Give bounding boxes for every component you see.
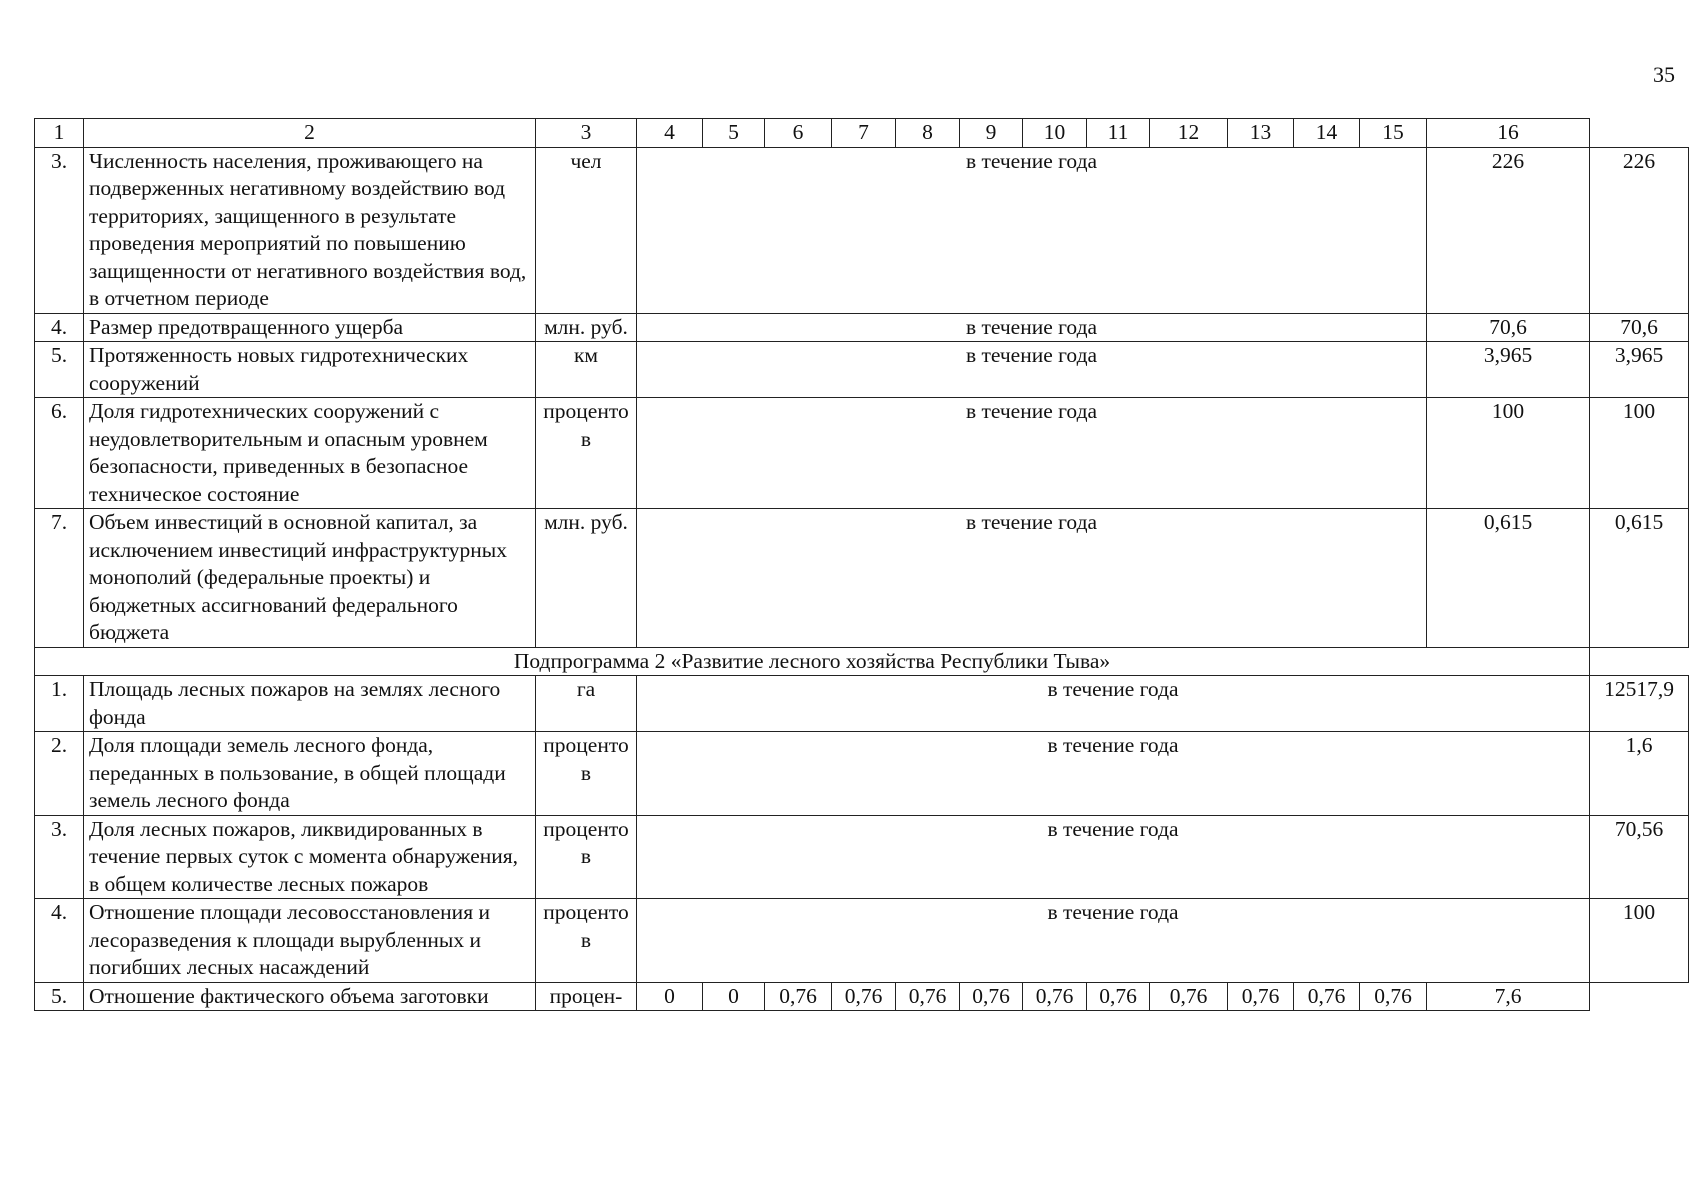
table-row <box>35 509 1689 648</box>
indicator-name: Протяженность новых гидротехнических сооружений <box>84 342 536 398</box>
header-cell: 14 <box>1294 119 1360 148</box>
row-number: 1. <box>35 676 84 732</box>
unit-cell: км <box>536 342 637 398</box>
header-cell: 13 <box>1228 119 1294 148</box>
row-number: 6. <box>35 398 84 509</box>
unit-cell: процентов <box>536 899 637 983</box>
table-row <box>35 676 1689 732</box>
table-row <box>35 732 1689 816</box>
value-col16: 3,965 <box>1590 342 1689 398</box>
indicator-name: Доля гидротехнических сооружений с неудовлетворительным и опасным уровнем безопасности, приведенных в безопасное техническое состояние <box>84 398 536 509</box>
table-row <box>35 899 1689 983</box>
row-number: 4. <box>35 899 84 983</box>
value-col16: 1,6 <box>1590 732 1689 816</box>
value-cell: 0,76 <box>1150 982 1228 1011</box>
unit-cell: чел <box>536 147 637 313</box>
header-cell: 16 <box>1427 119 1590 148</box>
table-row <box>35 398 1689 509</box>
table-row <box>35 982 1689 1011</box>
row-number: 5. <box>35 982 84 1011</box>
value-cell: 0 <box>703 982 765 1011</box>
indicator-name: Площадь лесных пожаров на землях лесного фонда <box>84 676 536 732</box>
value-col15: 100 <box>1427 398 1590 509</box>
header-cell: 4 <box>637 119 703 148</box>
section-title-row <box>35 647 1689 676</box>
unit-cell: млн. руб. <box>536 313 637 342</box>
row-number: 3. <box>35 815 84 899</box>
value-col16: 70,6 <box>1590 313 1689 342</box>
value-cell: 0 <box>637 982 703 1011</box>
period-cell: в течение года <box>637 815 1590 899</box>
unit-cell: процентов <box>536 815 637 899</box>
page-number: 35 <box>1653 62 1675 87</box>
value-col16: 12517,9 <box>1590 676 1689 732</box>
value-cell: 0,76 <box>1228 982 1294 1011</box>
header-cell: 9 <box>960 119 1023 148</box>
value-col16: 226 <box>1590 147 1689 313</box>
value-col16: 7,6 <box>1427 982 1590 1011</box>
indicators-table <box>34 118 1689 1011</box>
value-cell: 0,76 <box>1360 982 1427 1011</box>
indicator-name: Доля лесных пожаров, ликвидированных в течение первых суток с момента обнаружения, в общем количестве лесных пожаров <box>84 815 536 899</box>
value-col15: 0,615 <box>1427 509 1590 648</box>
table-row <box>35 313 1689 342</box>
period-cell: в течение года <box>637 398 1427 509</box>
value-col16: 100 <box>1590 398 1689 509</box>
header-cell: 5 <box>703 119 765 148</box>
header-cell: 12 <box>1150 119 1228 148</box>
period-cell: в течение года <box>637 676 1590 732</box>
period-cell: в течение года <box>637 313 1427 342</box>
unit-cell: процентов <box>536 398 637 509</box>
header-cell: 2 <box>84 119 536 148</box>
value-col16: 70,56 <box>1590 815 1689 899</box>
value-col16: 0,615 <box>1590 509 1689 648</box>
indicator-name: Доля площади земель лесного фонда, переданных в пользование, в общей площади земель лесного фонда <box>84 732 536 816</box>
header-cell: 1 <box>35 119 84 148</box>
table-row <box>35 147 1689 313</box>
header-cell: 11 <box>1087 119 1150 148</box>
header-cell: 6 <box>765 119 832 148</box>
column-number-header <box>35 119 1689 148</box>
value-cell: 0,76 <box>765 982 832 1011</box>
header-cell: 15 <box>1360 119 1427 148</box>
value-col15: 226 <box>1427 147 1590 313</box>
period-cell: в течение года <box>637 342 1427 398</box>
indicator-name: Размер предотвращенного ущерба <box>84 313 536 342</box>
value-cell: 0,76 <box>896 982 960 1011</box>
value-cell: 0,76 <box>1294 982 1360 1011</box>
value-cell: 0,76 <box>1023 982 1087 1011</box>
unit-cell: процен- <box>536 982 637 1011</box>
period-cell: в течение года <box>637 899 1590 983</box>
value-cell: 0,76 <box>1087 982 1150 1011</box>
unit-cell: га <box>536 676 637 732</box>
indicator-name: Отношение фактического объема заготовки <box>84 982 536 1011</box>
indicator-name: Объем инвестиций в основной капитал, за исключением инвестиций инфраструктурных монополий (федеральные проекты) и бюджетных ассигнований федерального бюджета <box>84 509 536 648</box>
row-number: 3. <box>35 147 84 313</box>
table-row <box>35 815 1689 899</box>
value-col15: 70,6 <box>1427 313 1590 342</box>
period-cell: в течение года <box>637 732 1590 816</box>
row-number: 2. <box>35 732 84 816</box>
value-col16: 100 <box>1590 899 1689 983</box>
table-row <box>35 342 1689 398</box>
value-cell: 0,76 <box>832 982 896 1011</box>
header-cell: 7 <box>832 119 896 148</box>
row-number: 4. <box>35 313 84 342</box>
unit-cell: млн. руб. <box>536 509 637 648</box>
period-cell: в течение года <box>637 147 1427 313</box>
value-col15: 3,965 <box>1427 342 1590 398</box>
indicator-name: Численность населения, проживающего на подверженных негативному воздействию вод территориях, защищенного в результате проведения мероприятий по повышению защищенности от негативного воздействия вод, в отчетном периоде <box>84 147 536 313</box>
row-number: 7. <box>35 509 84 648</box>
value-cell: 0,76 <box>960 982 1023 1011</box>
indicator-name: Отношение площади лесовосстановления и лесоразведения к площади вырубленных и погибших лесных насаждений <box>84 899 536 983</box>
header-cell: 3 <box>536 119 637 148</box>
row-number: 5. <box>35 342 84 398</box>
unit-cell: процентов <box>536 732 637 816</box>
period-cell: в течение года <box>637 509 1427 648</box>
header-cell: 10 <box>1023 119 1087 148</box>
header-cell: 8 <box>896 119 960 148</box>
section-title: Подпрограмма 2 «Развитие лесного хозяйства Республики Тыва» <box>35 647 1590 676</box>
